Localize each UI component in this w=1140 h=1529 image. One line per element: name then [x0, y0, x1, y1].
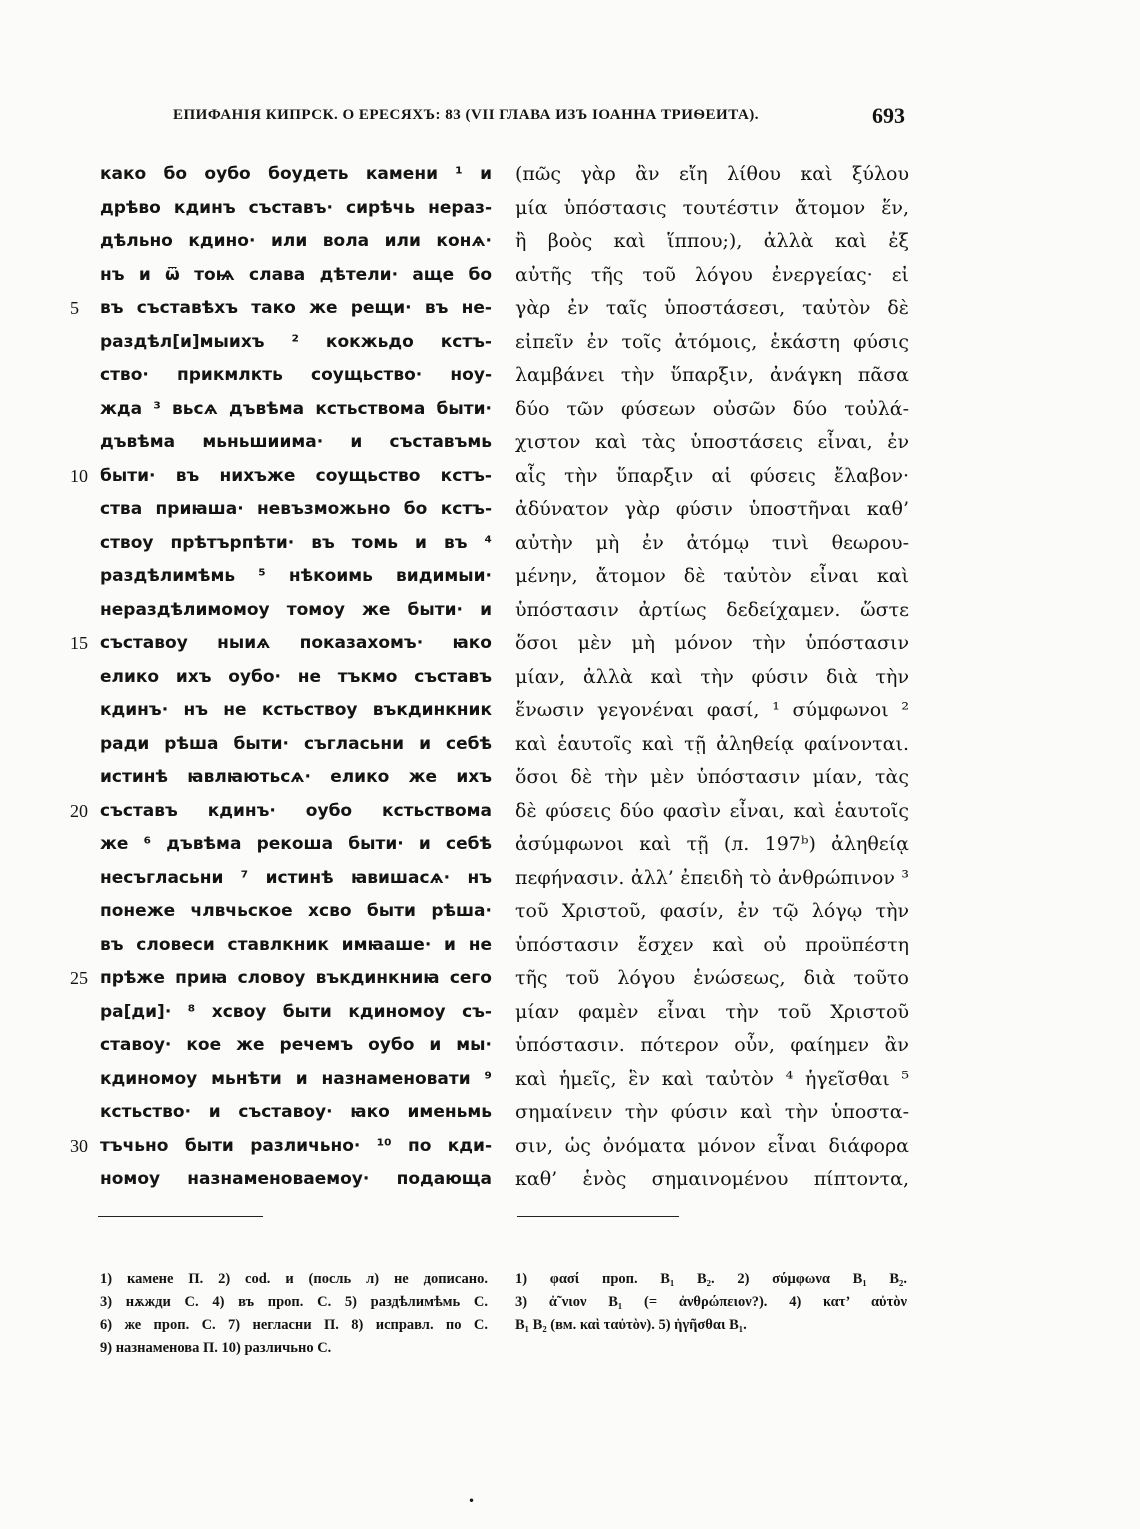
greek-line: ἕνωσιν γεγονέναι φασί, ¹ σύμφωνοι ²	[515, 699, 909, 721]
slavonic-line	[100, 259, 492, 293]
slavonic-line-text: въ словеси ставлкник имꙗаше· и не	[100, 934, 492, 955]
slavonic-line	[100, 225, 492, 259]
greek-line: μένην, ἄτομον δὲ ταὐτὸν εἶναι καὶ	[515, 565, 909, 587]
line-number: 15	[70, 633, 88, 653]
greek-line: πεφήνασιν. ἀλλ’ ἐπειδὴ τὸ ἀνθρώπινον ³	[515, 866, 909, 889]
slavonic-line	[100, 929, 492, 963]
slavonic-line	[100, 393, 492, 427]
slavonic-line-text: быти· въ нихъже соущьство кстъ-	[100, 465, 492, 486]
slavonic-line	[70, 460, 492, 494]
footnotes-right	[515, 1268, 907, 1337]
slavonic-line-text: ствоу прѣтърпѣти· въ томь и въ ⁴	[100, 532, 492, 553]
greek-line: καθ’ ἑνὸς σημαινομένου πίπτοντα,	[515, 1168, 909, 1190]
slavonic-line	[100, 1029, 492, 1063]
slavonic-line	[100, 158, 492, 192]
slavonic-line-text: како бо оубо боудеть камени ¹ и	[100, 164, 492, 184]
greek-line: ὅσοι δὲ τὴν μὲν ὑπόστασιν μίαν, τὰς	[515, 766, 909, 788]
greek-line: ὑπόστασιν. πότερον οὖν, φαίημεν ἂν	[515, 1034, 909, 1056]
slavonic-line	[100, 359, 492, 393]
greek-line: ἀσύμφωνοι καὶ τῇ (л. 197ᵇ) ἀληθείᾳ	[515, 833, 909, 855]
slavonic-line-text: прѣже приꙗ словоу въкдинкниꙗ сего	[100, 968, 492, 988]
slavonic-line	[100, 728, 492, 762]
slavonic-line	[100, 862, 492, 896]
footnote-line: B₁ B₂ (вм. καὶ ταὐτὸν). 5) ἡγῆσθαι B₁.	[515, 1317, 747, 1333]
slavonic-line-text: съставоу ныиѧ показахомъ· ꙗко	[100, 633, 492, 653]
slavonic-line-text: ставоу· кое же речемъ оубо и мы·	[100, 1035, 492, 1055]
greek-line: ὑπόστασιν ἔσχεν καὶ οὐ προϋπέστη	[515, 933, 909, 956]
slavonic-line	[70, 1130, 492, 1164]
footnote-rule-left	[98, 1216, 263, 1217]
slavonic-line	[100, 594, 492, 628]
greek-line: σημαίνειν τὴν φύσιν καὶ τὴν ὑποστα-	[515, 1101, 909, 1123]
slavonic-line-text: въ съставѣхъ тако же рещи· въ не-	[100, 298, 492, 318]
slavonic-line-text: дрѣво кдинъ съставъ· сирѣчь нераз-	[100, 197, 492, 218]
slavonic-line-text: дъвѣма мьньшиима· и съставъмь	[100, 432, 492, 452]
slavonic-line-text: ство· прикмлкть соущьство· ноу-	[100, 365, 492, 385]
footnote-line: 6) же проп. С. 7) негласни П. 8) исправл. по С.	[100, 1317, 488, 1333]
slavonic-line	[70, 962, 492, 996]
line-number: 10	[70, 465, 88, 486]
greek-line: δύο τῶν φύσεων οὐσῶν δύο τοὐλά-	[515, 397, 909, 420]
slavonic-line-text: нъ и ѿ тоѩ слава дѣтели· аще бо	[100, 264, 492, 285]
greek-line: καὶ ἑαυτοῖς καὶ τῇ ἀληθείᾳ φαίνονται.	[515, 732, 909, 755]
slavonic-line-text: ради рѣша быти· съгласьни и себѣ	[100, 733, 492, 754]
slavonic-line-text: истинѣ ꙗвлꙗютьсѧ· елико же ихъ	[100, 767, 492, 787]
slavonic-line-text: дѣльно кдино· или вола или конѧ·	[100, 231, 492, 251]
slavonic-line	[100, 694, 492, 728]
slavonic-line	[100, 326, 492, 360]
slavonic-line	[100, 1163, 492, 1197]
slavonic-line-text: номоу назнаменоваемоу· подающа	[100, 1169, 492, 1189]
footnote-line: 3) ἀ῀νιον B₁ (= ἀνθρώπειον?). 4) κατ’ αὐτὸν	[515, 1294, 907, 1310]
footnote-line: 3) нѫжди С. 4) въ проп. С. 5) раздѣлимѣмь С.	[100, 1294, 488, 1310]
slavonic-line-text: кдиномоу мьнѣти и назнаменовати ⁹	[100, 1068, 492, 1089]
slavonic-line	[100, 1096, 492, 1130]
greek-line: μίαν φαμὲν εἶναι τὴν τοῦ Χριστοῦ	[515, 1000, 909, 1023]
greek-line: μία ὑπόστασις τουτέστιν ἄτομον ἕν,	[515, 196, 909, 219]
greek-line: γὰρ ἐν ταῖς ὑποστάσεσι, ταὐτὸν δὲ	[515, 297, 909, 319]
greek-line: (πῶς γὰρ ἂν εἴη λίθου καὶ ξύλου	[515, 163, 909, 185]
slavonic-line-text: же ⁶ дъвѣма рекоша быти· и себѣ	[100, 834, 492, 854]
slavonic-line	[100, 996, 492, 1030]
line-number: 30	[70, 1135, 88, 1156]
greek-line: εἰπεῖν ἐν τοῖς ἀτόμοις, ἑκάστη φύσις	[515, 330, 909, 353]
slavonic-line-text: раздѣлимѣмь ⁵ нѣкоимь видимыи·	[100, 566, 492, 586]
greek-line: μίαν, ἀλλὰ καὶ τὴν φύσιν διὰ τὴν	[515, 665, 909, 688]
footnotes-left	[100, 1268, 488, 1360]
slavonic-column	[70, 158, 492, 1197]
greek-line: τῆς τοῦ λόγου ἑνώσεως, διὰ τοῦτο	[515, 967, 909, 989]
footnote-line: 1) камене П. 2) cod. и (посль л) не дописано.	[100, 1271, 488, 1287]
greek-line: αὐτὴν μὴ ἐν ἀτόμῳ τινὶ θεωρου-	[515, 531, 909, 554]
page-header	[155, 103, 915, 133]
greek-line: λαμβάνει τὴν ὕπαρξιν, ἀνάγκη πᾶσα	[515, 364, 909, 386]
greek-line: αἷς τὴν ὕπαρξιν αἱ φύσεις ἔλαβον·	[515, 464, 909, 487]
slavonic-line	[70, 292, 492, 326]
slavonic-line	[100, 527, 492, 561]
greek-line: ὑπόστασιν ἀρτίως δεδείχαμεν. ὥστε	[515, 598, 909, 621]
footnote-line: 1) φασί проп. B₁ B₂. 2) σύμφωνα B₁ B₂.	[515, 1271, 907, 1287]
slavonic-line-text: жда ³ вьсѧ дъвѣма кстьствома быти·	[100, 398, 492, 419]
line-number: 20	[70, 800, 88, 821]
line-number: 5	[70, 298, 79, 318]
slavonic-line-text: нераздѣлимомоу томоу же быти· и	[100, 599, 492, 620]
slavonic-line	[100, 493, 492, 527]
slavonic-line-text: понеже члвчьское хсво быти рѣша·	[100, 901, 492, 921]
slavonic-line	[70, 627, 492, 661]
greek-line: δὲ φύσεις δύο φασὶν εἶναι, καὶ ἑαυτοῖς	[515, 799, 909, 822]
slavonic-line-text: кдинъ· нъ не кстьствоу въкдинкник	[100, 700, 492, 720]
greek-line: καὶ ἡμεῖς, ἓν καὶ ταὐτὸν ⁴ ἡγεῖσθαι ⁵	[515, 1067, 909, 1090]
slavonic-line	[100, 560, 492, 594]
greek-line: τοῦ Χριστοῦ, φασίν, ἐν τῷ λόγῳ τὴν	[515, 900, 909, 922]
slavonic-line	[100, 426, 492, 460]
page-number: 693	[872, 103, 905, 128]
greek-line: χιστον καὶ τὰς ὑποστάσεις εἶναι, ἐν	[515, 431, 909, 453]
slavonic-line	[100, 828, 492, 862]
slavonic-line-text: тъчьно быти различьно· ¹⁰ по кди-	[100, 1135, 492, 1156]
slavonic-line	[100, 761, 492, 795]
slavonic-line-text: раздѣл[и]мыихъ ² кокжьдо кстъ-	[100, 331, 492, 352]
slavonic-line	[100, 1063, 492, 1097]
slavonic-line-text: елико ихъ оубо· не тъкмо съставъ	[100, 666, 492, 687]
footnote-line: 9) назнаменова П. 10) различьно С.	[100, 1340, 332, 1356]
slavonic-line-text: съставъ кдинъ· оубо кстьствома	[100, 800, 492, 821]
greek-column	[515, 158, 909, 1197]
greek-line: σιν, ὡς ὀνόματα μόνον εἶναι διάφορα	[515, 1134, 909, 1157]
greek-line: ἢ βοὸς καὶ ἵππου;), ἀλλὰ καὶ ἐξ	[515, 230, 909, 252]
slavonic-line-text: ства приꙗша· невъзможьно бо кстъ-	[100, 499, 492, 519]
footnote-rule-right	[517, 1216, 679, 1217]
running-head: ЕПИФАНІЯ КИПРСК. О ЕРЕСЯХЪ: 83 (VII ГЛАВА ИЗЪ ІОАННА ТРИѲЕИТА).	[173, 107, 760, 123]
slavonic-line-text: несъгласьни ⁷ истинѣ ꙗвишасѧ· нъ	[100, 867, 492, 888]
slavonic-line	[100, 661, 492, 695]
greek-line: ἀδύνατον γὰρ φύσιν ὑποστῆναι καθ’	[515, 498, 909, 520]
slavonic-line	[70, 795, 492, 829]
greek-line: ὅσοι μὲν μὴ μόνον τὴν ὑπόστασιν	[515, 632, 909, 654]
slavonic-line-text: кстьство· и съставоу· ꙗко именьмь	[100, 1102, 492, 1122]
slavonic-line	[100, 895, 492, 929]
slavonic-line-text: ра[ди]· ⁸ хсвоу быти кдиномоу съ-	[100, 1001, 492, 1022]
page-mark-icon: •	[468, 1494, 476, 1508]
line-number: 25	[70, 968, 88, 988]
greek-line: αὐτῆς τῆς τοῦ λόγου ἐνεργείας· εἰ	[515, 263, 909, 286]
slavonic-line	[100, 192, 492, 226]
